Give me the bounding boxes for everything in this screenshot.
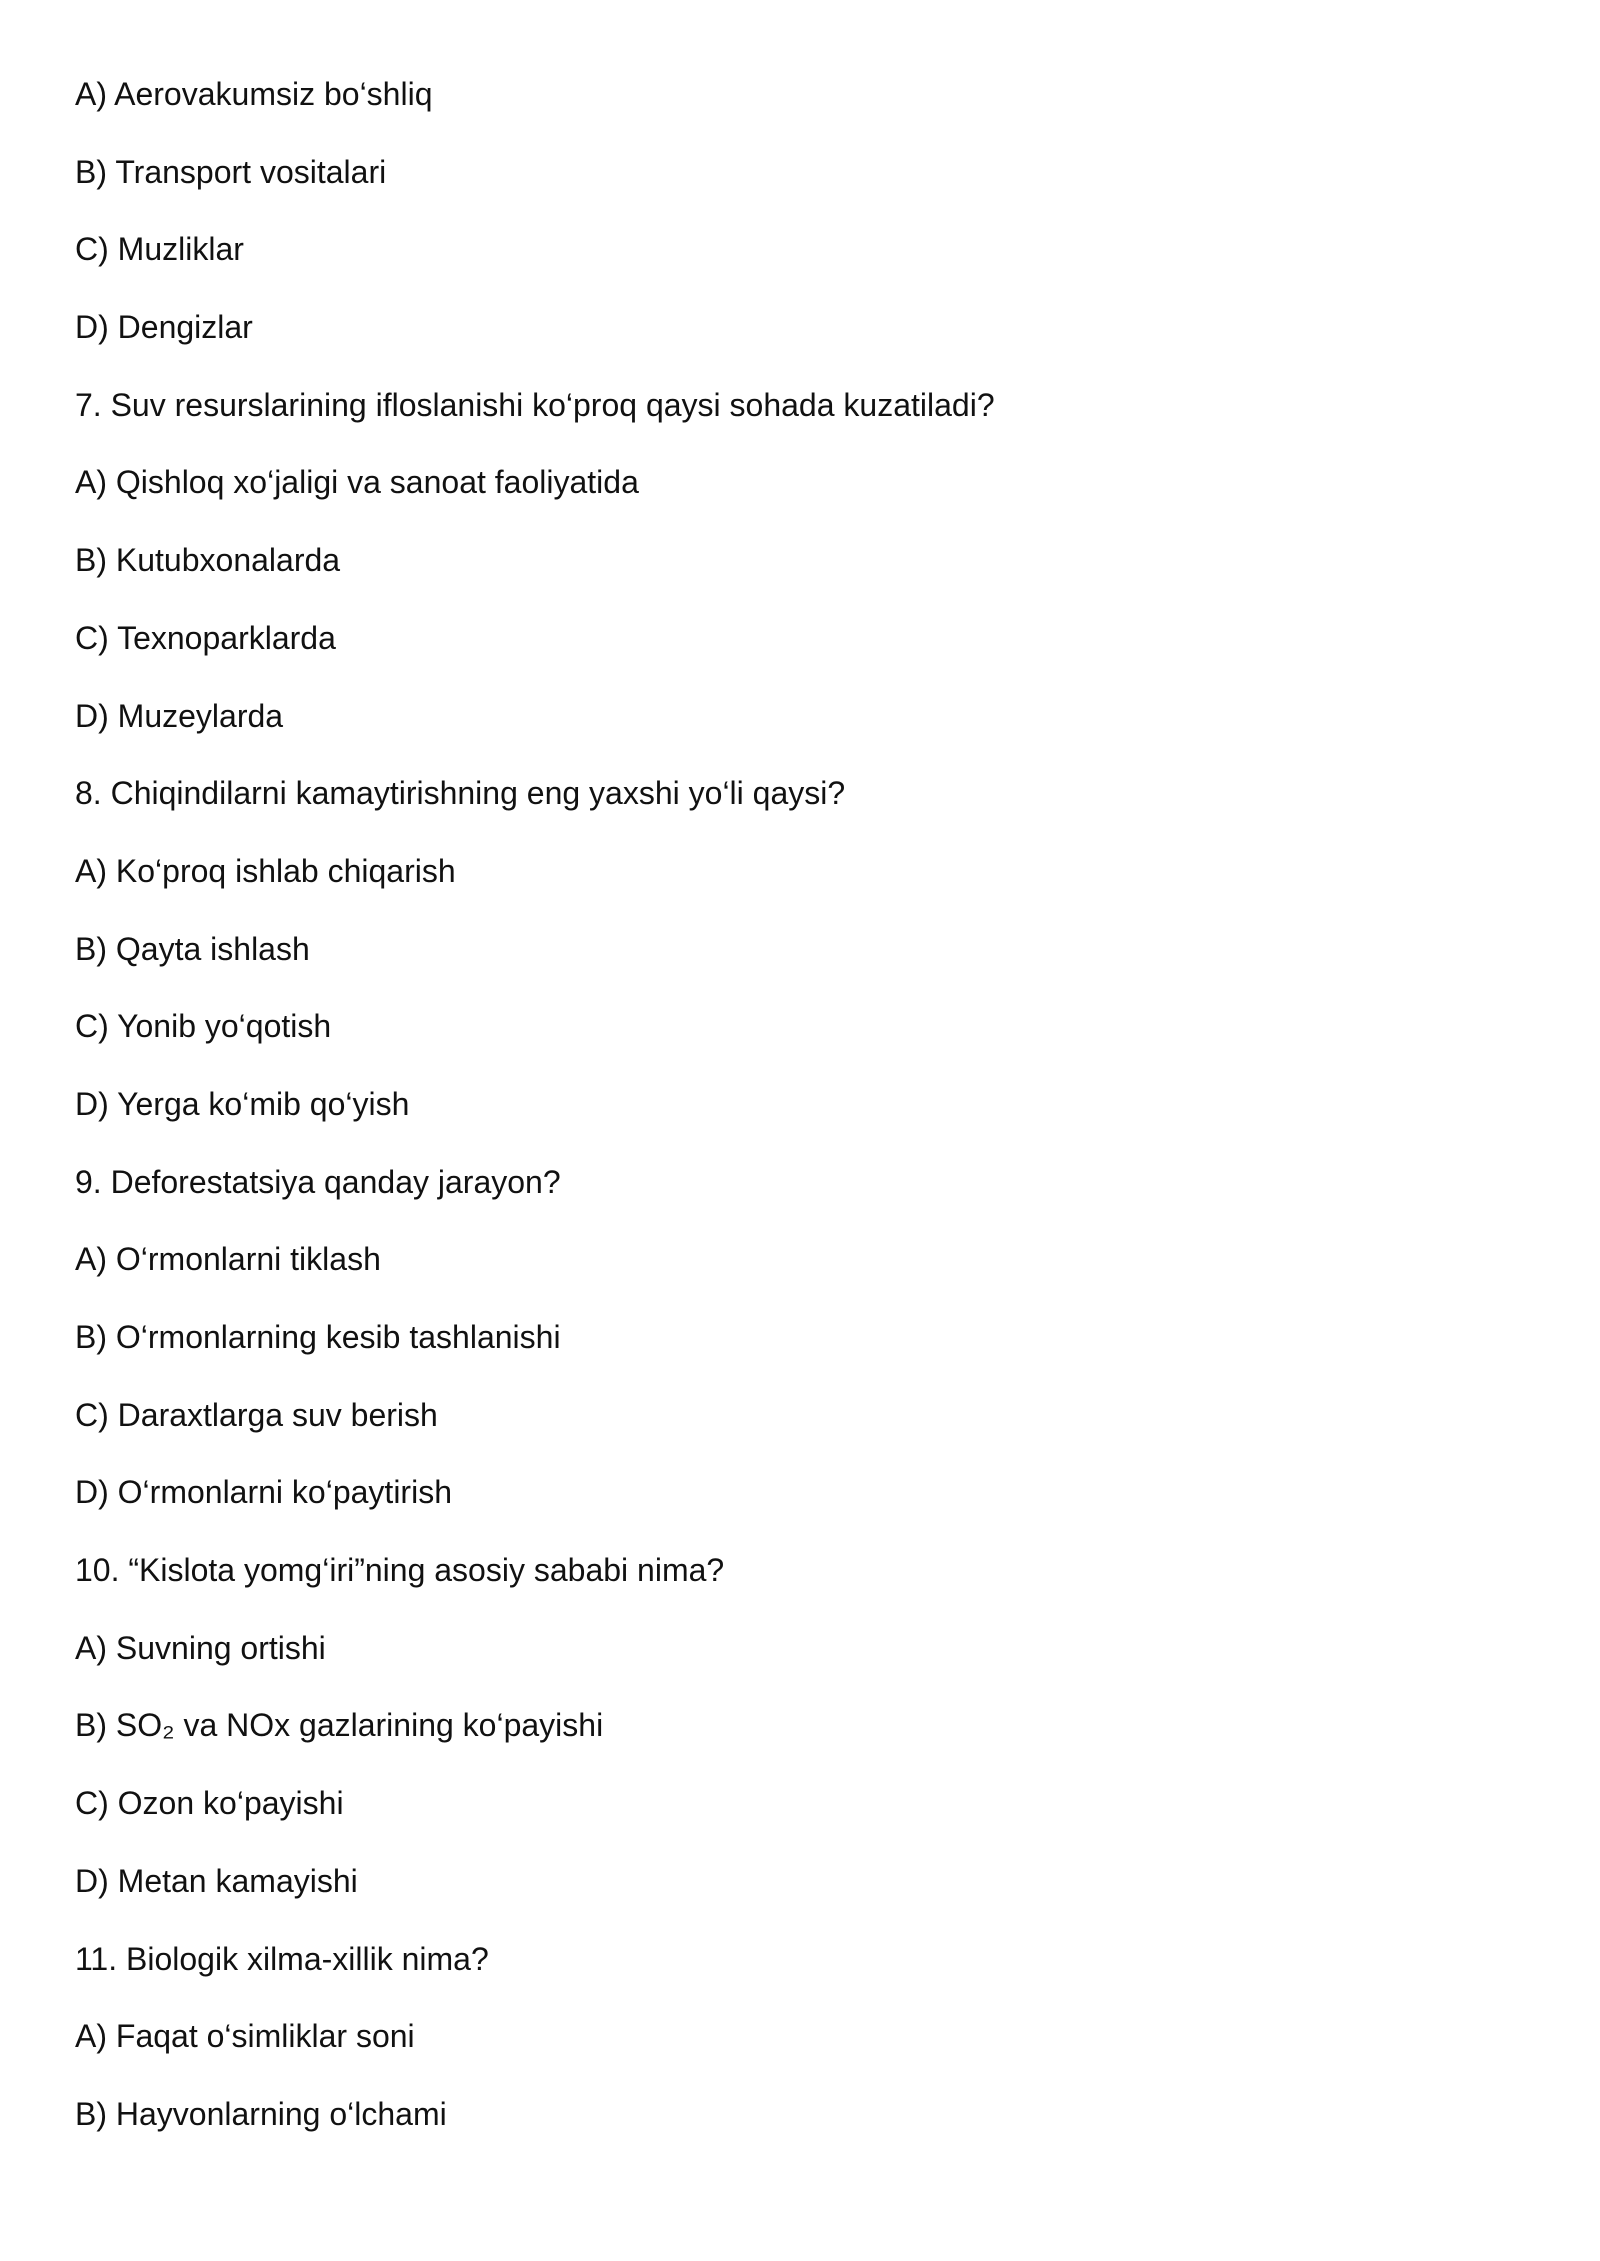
answer-option: C) Muzliklar (75, 231, 244, 268)
answer-option: D) Yerga ko‘mib qo‘yish (75, 1085, 410, 1122)
answer-option: B) Hayvonlarning o‘lchami (75, 2095, 447, 2132)
answer-option: C) Texnoparklarda (75, 619, 336, 656)
answer-option: C) Yonib yo‘qotish (75, 1008, 332, 1045)
answer-option: A) Qishloq xo‘jaligi va sanoat faoliyatida (75, 464, 639, 501)
question-list (75, 72, 1525, 2170)
question-9: 9. Deforestatsiya qanday jarayon? (75, 1163, 561, 1200)
question-8: 8. Chiqindilarni kamaytirishning eng yaxshi yo‘li qaysi? (75, 775, 846, 812)
answer-option: C) Daraxtlarga suv berish (75, 1396, 438, 1433)
answer-option: A) O‘rmonlarni tiklash (75, 1241, 381, 1278)
answer-option: B) Qayta ishlash (75, 930, 310, 967)
answer-option: D) Dengizlar (75, 309, 253, 346)
answer-option: B) Kutubxonalarda (75, 542, 341, 579)
question-10: 10. “Kislota yomg‘iri”ning asosiy sababi nima? (75, 1552, 725, 1589)
question-11: 11. Biologik xilma-xillik nima? (75, 1940, 489, 1977)
answer-option: A) Ko‘proq ishlab chiqarish (75, 852, 456, 889)
answer-option: D) Metan kamayishi (75, 1862, 358, 1899)
answer-option: C) Ozon ko‘payishi (75, 1785, 344, 1822)
question-7: 7. Suv resurslarining ifloslanishi ko‘proq qaysi sohada kuzatiladi? (75, 386, 995, 423)
answer-option: A) Faqat o‘simliklar soni (75, 2018, 415, 2055)
answer-option: A) Aerovakumsiz bo‘shliq (75, 76, 433, 112)
answer-option: B) O‘rmonlarning kesib tashlanishi (75, 1319, 561, 1355)
answer-option: B) SO₂ va NOx gazlarining ko‘payishi (75, 1707, 604, 1744)
answer-option: A) Suvning ortishi (75, 1629, 326, 1666)
answer-option: B) Transport vositalari (75, 153, 387, 190)
answer-option: D) O‘rmonlarni ko‘paytirish (75, 1474, 452, 1511)
answer-option: D) Muzeylarda (75, 697, 284, 734)
